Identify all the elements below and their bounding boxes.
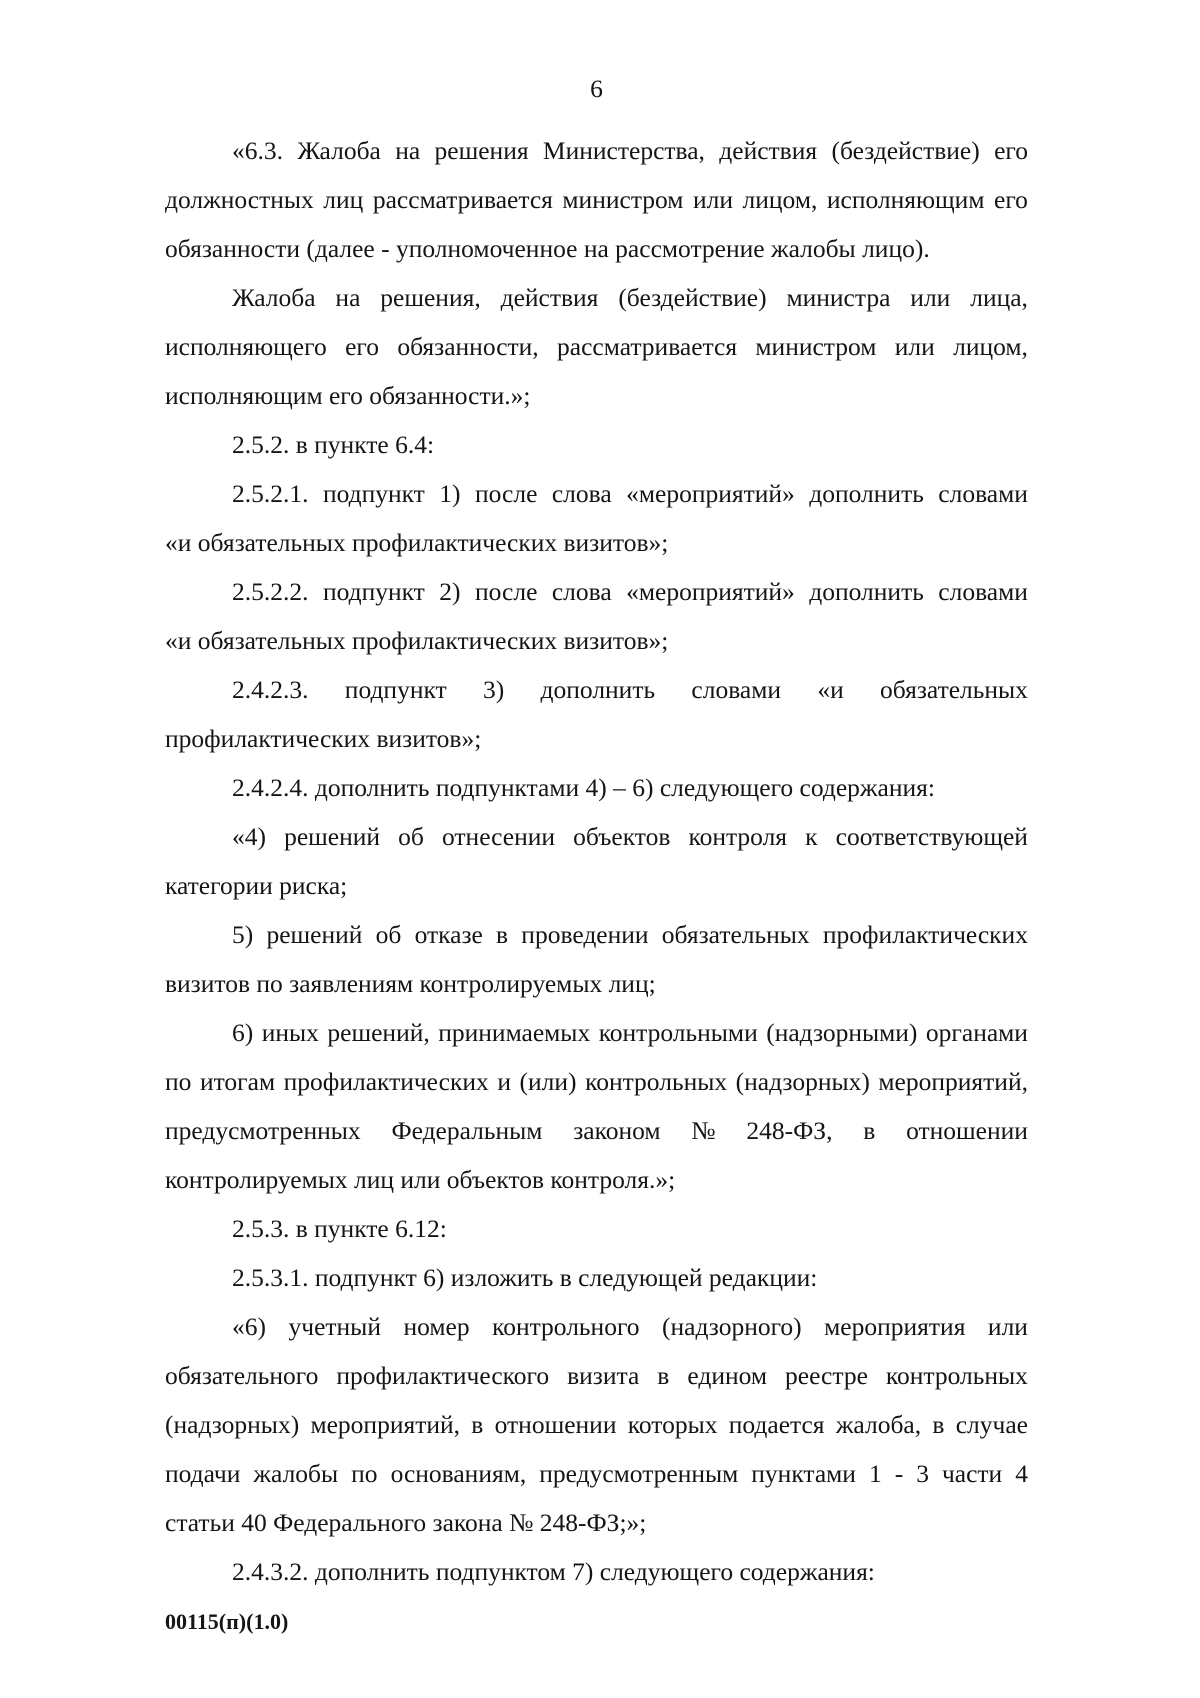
text-line [165, 1302, 1028, 1351]
paragraph [165, 1302, 1028, 1547]
word: отнесении [441, 822, 556, 851]
text-line: 2.5.3. в пункте 6.12: [232, 1214, 447, 1243]
word: (надзорных) [165, 1410, 300, 1439]
word: номер [403, 1312, 470, 1341]
word: «мероприятий» [626, 479, 795, 508]
text-line [165, 1106, 1028, 1155]
word: обязательных [880, 675, 1028, 704]
word: жалобы [253, 1459, 339, 1488]
text-line [165, 175, 1028, 224]
word: или [987, 1312, 1028, 1341]
word: подпункт [344, 675, 447, 704]
word: реестре [785, 1361, 868, 1390]
word: Министерства, [542, 136, 705, 165]
word: - [894, 1459, 904, 1488]
word: дополнить [809, 577, 924, 606]
word: жалоба, [835, 1410, 922, 1439]
word: 2.5.2.1. [232, 479, 309, 508]
paragraph [165, 763, 1028, 812]
word: Жалоба [232, 283, 316, 312]
text-line [165, 665, 1028, 714]
word: (или) [519, 1067, 577, 1096]
word: в [496, 920, 509, 949]
text-line [165, 1400, 1028, 1449]
word: или [894, 332, 935, 361]
word: 248-ФЗ, [746, 1116, 833, 1145]
word: 2.4.2.3. [232, 675, 309, 704]
word: (бездействие) [618, 283, 767, 312]
word: контрольными [598, 1018, 758, 1047]
word: 6) [232, 1018, 254, 1047]
word: на [335, 283, 361, 312]
word: отношении [494, 1410, 617, 1439]
word: предусмотренных [165, 1116, 361, 1145]
word: визита [567, 1361, 640, 1390]
document-code: 00115(п)(1.0) [165, 1609, 289, 1634]
page-number: 6 [590, 74, 603, 103]
word: 2) [439, 577, 461, 606]
word: лицом, [953, 332, 1028, 361]
paragraph [165, 273, 1028, 420]
document-body [165, 126, 1028, 1596]
word: 1 [868, 1459, 882, 1488]
word: учетный [288, 1312, 381, 1341]
word: об [375, 920, 402, 949]
word: «и [817, 675, 844, 704]
word: мероприятий, [310, 1410, 461, 1439]
word: случае [955, 1410, 1028, 1439]
word: лицом, [742, 185, 818, 214]
text-line: визитов по заявлениям контролируемых лиц; [165, 969, 656, 998]
word: министром [562, 185, 684, 214]
word: части [941, 1459, 1003, 1488]
word: мероприятия [824, 1312, 966, 1341]
word: министром [755, 332, 877, 361]
word: отказе [414, 920, 483, 949]
word: должностных [165, 185, 314, 214]
text-line [165, 812, 1028, 861]
word: (надзорного) [662, 1312, 802, 1341]
word: исполняющего [165, 332, 327, 361]
text-line [165, 567, 1028, 616]
word: 3) [482, 675, 505, 704]
word: обязательного [165, 1361, 319, 1390]
word: пунктами [751, 1459, 856, 1488]
text-line [165, 126, 1028, 175]
word: Федеральным [391, 1116, 543, 1145]
word: отношении [906, 1116, 1028, 1145]
word: действия [500, 283, 599, 312]
word: контрольных [885, 1361, 1028, 1390]
word: 3 [916, 1459, 929, 1488]
word: которых [627, 1410, 718, 1439]
word: исполняющим [826, 185, 985, 214]
word: дополнить [540, 675, 656, 704]
word: его [345, 332, 379, 361]
word: об [398, 822, 424, 851]
word: в [471, 1410, 484, 1439]
word: контроля [688, 822, 788, 851]
word: № [691, 1116, 716, 1145]
word: «4) [232, 822, 266, 851]
word: подпункт [322, 479, 425, 508]
word: принимаемых [438, 1018, 591, 1047]
word: в [657, 1361, 670, 1390]
word: обязательных [661, 920, 810, 949]
word: его [994, 185, 1028, 214]
paragraph [165, 812, 1028, 910]
paragraph [165, 1204, 1028, 1253]
text-line [165, 322, 1028, 371]
word: и [497, 1067, 511, 1096]
word: после [475, 479, 538, 508]
word: соответствующей [835, 822, 1028, 851]
text-line: «и обязательных профилактических визитов»; [165, 626, 669, 655]
word: объектов [573, 822, 671, 851]
paragraph [165, 420, 1028, 469]
word: по [165, 1067, 192, 1096]
word: 4 [1015, 1459, 1028, 1488]
word: слова [551, 577, 612, 606]
word: после [475, 577, 538, 606]
text-line: обязанности (далее - уполномоченное на рассмотрение жалобы лицо). [165, 234, 930, 263]
paragraph [165, 1547, 1028, 1596]
text-line: 2.4.3.2. дополнить подпунктом 7) следующего содержания: [232, 1557, 875, 1586]
word: дополнить [809, 479, 924, 508]
text-line [165, 910, 1028, 959]
text-line: 2.5.2. в пункте 6.4: [232, 430, 435, 459]
word: в [932, 1410, 945, 1439]
word: или [692, 185, 733, 214]
word: по [351, 1459, 378, 1488]
word: (надзорных) [735, 1067, 870, 1096]
word: «6) [232, 1312, 266, 1341]
word: действия [719, 136, 818, 165]
text-line: статьи 40 Федерального закона № 248-ФЗ;»; [165, 1508, 647, 1537]
word: словами [938, 479, 1028, 508]
word: решения [434, 136, 529, 165]
word: его [994, 136, 1028, 165]
word: словами [691, 675, 782, 704]
word: к [805, 822, 818, 851]
paragraph [165, 910, 1028, 1008]
word: решения, [380, 283, 481, 312]
word: рассматривается [372, 185, 553, 214]
word: решений, [327, 1018, 430, 1047]
word: «мероприятий» [626, 577, 795, 606]
word: итогам [199, 1067, 276, 1096]
word: Жалоба [297, 136, 381, 165]
text-line: категории риска; [165, 871, 348, 900]
word: законом [573, 1116, 661, 1145]
text-line [165, 1449, 1028, 1498]
text-line [165, 469, 1028, 518]
text-line [165, 1008, 1028, 1057]
text-line: исполняющим его обязанности.»; [165, 381, 531, 410]
word: 2.5.2.2. [232, 577, 309, 606]
word: в [863, 1116, 876, 1145]
word: органами [925, 1018, 1028, 1047]
paragraph [165, 665, 1028, 763]
text-line [165, 1351, 1028, 1400]
word: профилактических [283, 1067, 489, 1096]
word: на [395, 136, 421, 165]
word: лиц [323, 185, 364, 214]
word: основаниям, [390, 1459, 527, 1488]
word: решений [266, 920, 363, 949]
word: мероприятий, [878, 1067, 1028, 1096]
word: рассматривается [557, 332, 738, 361]
word: иных [261, 1018, 319, 1047]
word: лица, [970, 283, 1028, 312]
text-line [165, 1057, 1028, 1106]
word: едином [687, 1361, 768, 1390]
word: министра [786, 283, 891, 312]
word: подачи [165, 1459, 241, 1488]
word: словами [938, 577, 1028, 606]
word: подпункт [322, 577, 425, 606]
word: проведении [521, 920, 649, 949]
text-line: «и обязательных профилактических визитов»; [165, 528, 669, 557]
text-line: контролируемых лиц или объектов контроля.»; [165, 1165, 676, 1194]
paragraph [165, 1008, 1028, 1204]
word: контрольных [585, 1067, 728, 1096]
word: обязанности, [397, 332, 539, 361]
word: (надзорными) [766, 1018, 918, 1047]
paragraph [165, 126, 1028, 273]
text-line: 2.5.3.1. подпункт 6) изложить в следующей редакции: [232, 1263, 818, 1292]
word: контрольного [492, 1312, 640, 1341]
paragraph [165, 1253, 1028, 1302]
word: профилактического [336, 1361, 550, 1390]
word: решений [284, 822, 381, 851]
word: подается [728, 1410, 825, 1439]
text-line: профилактических визитов»; [165, 724, 482, 753]
text-line: 2.4.2.4. дополнить подпунктами 4) – 6) следующего содержания: [232, 773, 935, 802]
word: или [910, 283, 951, 312]
word: слова [551, 479, 612, 508]
paragraph [165, 469, 1028, 567]
word: профилактических [822, 920, 1028, 949]
word: «6.3. [232, 136, 283, 165]
word: 5) [232, 920, 254, 949]
word: (бездействие) [831, 136, 980, 165]
word: предусмотренным [539, 1459, 739, 1488]
word: 1) [439, 479, 461, 508]
paragraph [165, 567, 1028, 665]
text-line [165, 273, 1028, 322]
